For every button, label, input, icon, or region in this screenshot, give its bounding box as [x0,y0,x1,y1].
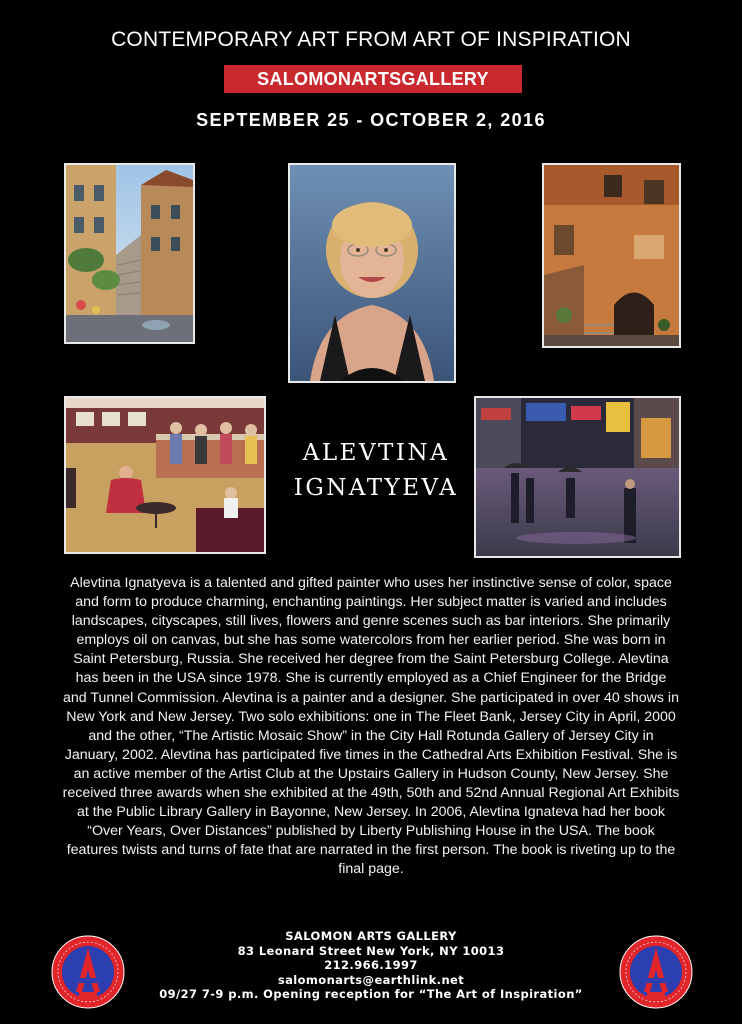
artist-last-name: IGNATYEVA [293,475,459,501]
footer-email: salomonarts@earthlink.net [277,972,465,987]
footer-address: 83 Leonard Street New York, NY 10013 [237,943,505,958]
footer-phone: 212.966.1997 [324,958,418,972]
artist-portrait-photo [288,163,456,383]
footer-reception: 09/27 7-9 p.m. Opening reception for “The Art of Inspiration” [159,987,583,1001]
village-street-painting [64,163,195,344]
old-courtyard-painting [542,163,681,348]
exhibition-dates: SEPTEMBER 25 - OCTOBER 2, 2016 [196,110,546,130]
artist-name [276,436,476,506]
artist-first-name: ALEVTINA [302,440,450,466]
gallery-contact [140,929,602,1002]
salomon-arts-logo-right [618,934,694,1010]
artist-bio: Alevtina Ignatyeva is a talented and gifted painter who uses her instinctive sense of color, space and form to produce charming, enchanting paintings. Her subject matter is varied and includes landscapes, cityscapes, still lives, flowers and genre scenes such as bar interiors. She primarily employs oil on canvas, but she has some watercolors from her earlier period. She was born in Saint Petersburg, Russia. She received her degree from the Saint Petersburg College. Alevtina has been in the USA since 1978. She is currently employed as a Chief Engineer for the Bridge and Tunnel Commission. Alevtina is a painter and a designer. She participated in over 40 shows in New York and New Jersey. Two solo exhibitions: one in The Fleet Bank, Jersey City in April, 2000 and the other, “The Artistic Mosaic Show” in the City Hall Rotunda Gallery of Jersey City in January, 2002. Alevtina has participated five times in the Cathedral Arts Exhibition Festival. She is an active member of the Artist Club at the Upstairs Gallery in Hudson County, New Jersey. She received three awards when she exhibited at the 49th, 50th and 52nd Annual Regional Art Exhibits at the Public Library Gallery in Bayonne, New Jersey. In 2006, Alevtina Ignateva had her book “Over Years, Over Distances” published by Liberty Publishing House in the USA. The book features twists and turns of fate that are narrated in the first person. The book is riveting up to the final page. [62,575,680,878]
footer-gallery-name: SALOMON ARTS GALLERY [285,929,457,943]
times-square-rain-painting [474,396,681,558]
poster-title: CONTEMPORARY ART FROM ART OF INSPIRATION [111,28,631,51]
bar-interior-painting [64,396,266,554]
salomon-arts-logo-left [50,934,126,1010]
gallery-banner: SALOMONARTSGALLERY [224,65,522,93]
